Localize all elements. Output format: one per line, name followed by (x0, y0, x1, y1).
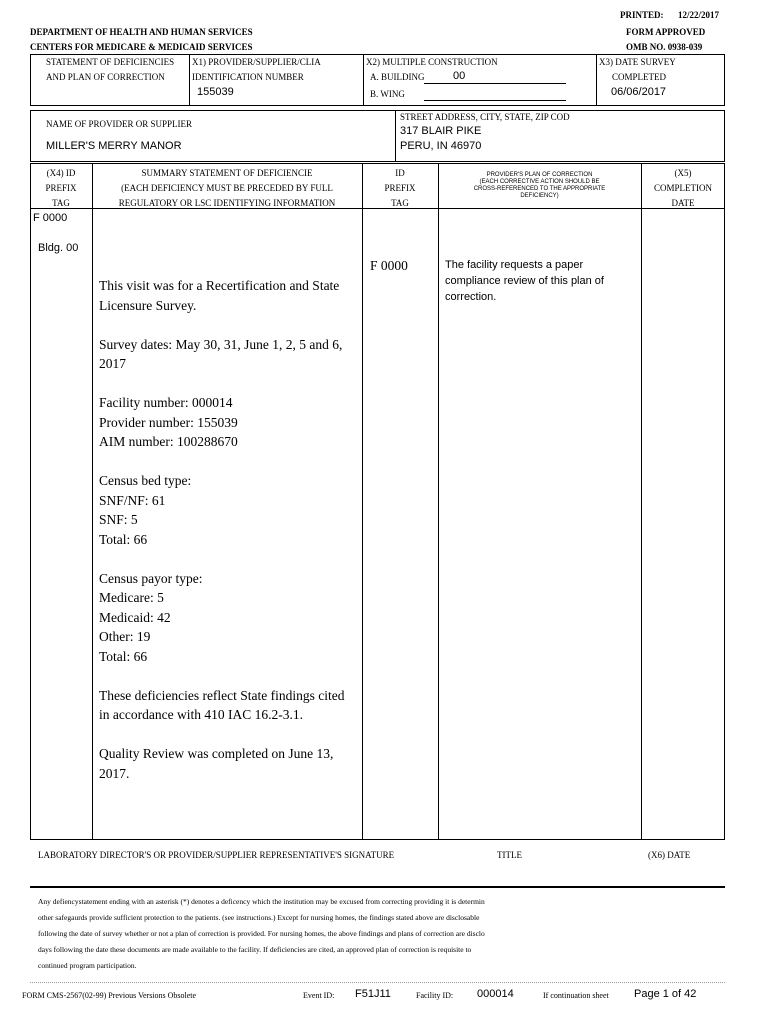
tag-left: F 0000 (33, 212, 68, 224)
facility-id-label: Facility ID: (416, 991, 454, 1000)
provider-name-value: MILLER'S MERRY MANOR (46, 140, 182, 152)
continuation-label: If continuation sheet (543, 991, 609, 1000)
summary-header: SUMMARY STATEMENT OF DEFICIENCIE (EACH DEFICIENCY MUST BE PRECEDED BY FULL REGULATORY OR LSC IDENTIFYING INFORMATION (118, 168, 336, 208)
disclaimer: Any defiencystatement ending with an asterisk (*) denotes a deficency which the institution may be excused from correcting providing it is determin other safegaurds provide sufficient protection to the patients. (see instructions.) Except for nursing homes, the findings stated above are disclosable following the date of survey whether or not a plan of correction is provided. For nursing homes, the above findings and plans of correction are disclo days following the date these documents are made available to the facility. If deficiencies are cited, an approved plan of correction is requisite to continued program participation. (38, 897, 485, 970)
printed-label: PRINTED: (620, 10, 664, 20)
x5-header: (X5) COMPLETION DATE (654, 168, 712, 208)
building-label: A. BUILDING (370, 72, 425, 82)
page-number: Page 1 of 42 (634, 988, 697, 1000)
paragraph-bed-type: Census bed type: SNF/NF: 61 SNF: 5 Total: 66 (99, 473, 192, 547)
provider-id-value: 155039 (197, 86, 234, 98)
address-label: STREET ADDRESS, CITY, STATE, ZIP COD (400, 112, 570, 122)
title-label: TITLE (497, 850, 522, 860)
provider-box (30, 110, 725, 162)
paragraph-survey-type: This visit was for a Recertification and State Licensure Survey. (99, 278, 340, 313)
paragraph-survey-dates: Survey dates: May 30, 31, June 1, 2, 5 and 6, 2017 (99, 336, 343, 371)
x1-label-2: IDENTIFICATION NUMBER (192, 72, 304, 82)
id-prefix-header: ID PREFIX TAG (384, 168, 416, 208)
paragraph-facility-ids: Facility number: 000014 Provider number: 155039 AIM number: 100288670 (99, 395, 238, 449)
summary-content (99, 276, 349, 783)
x3-label-2: COMPLETED (612, 72, 666, 82)
dept-title: DEPARTMENT OF HEALTH AND HUMAN SERVICES (30, 27, 253, 37)
x6-date-label: (X6) DATE (648, 850, 691, 860)
x1-label-1: X1) PROVIDER/SUPPLIER/CLIA (192, 57, 321, 67)
building-tag: Bldg. 00 (38, 242, 79, 254)
form-number: FORM CMS-2567(02-99) Previous Versions Obsolete (22, 991, 197, 1000)
facility-id-value: 000014 (477, 988, 514, 1000)
wing-label: B. WING (370, 89, 405, 99)
provider-name-label: NAME OF PROVIDER OR SUPPLIER (46, 119, 193, 129)
cms-title: CENTERS FOR MEDICARE & MEDICAID SERVICES (30, 42, 253, 52)
statement-label-1: STATEMENT OF DEFICIENCIES (46, 57, 175, 67)
plan-of-correction-text: The facility requests a paper compliance review of this plan of correction. (445, 259, 604, 303)
printed-date: 12/22/2017 (678, 10, 720, 20)
survey-date-value: 06/06/2017 (611, 86, 667, 98)
event-id-label: Event ID: (303, 991, 335, 1000)
address-line-1: 317 BLAIR PIKE (400, 125, 482, 137)
x3-label-1: X3) DATE SURVEY (599, 57, 676, 67)
x4-header: (X4) ID PREFIX TAG (45, 168, 77, 208)
address-line-2: PERU, IN 46970 (400, 140, 482, 152)
event-id-value: F51J11 (355, 988, 391, 1000)
paragraph-quality-review: Quality Review was completed on June 13, 2017. (99, 746, 334, 781)
paragraph-payor-type: Census payor type: Medicare: 5 Medicaid: 42 Other: 19 Total: 66 (99, 570, 203, 664)
statement-label-2: AND PLAN OF CORRECTION (46, 72, 165, 82)
omb-number: OMB NO. 0938-039 (626, 42, 703, 52)
signature-label: LABORATORY DIRECTOR'S OR PROVIDER/SUPPLIER REPRESENTATIVE'S SIGNATURE (38, 850, 395, 860)
tag-right: F 0000 (370, 258, 408, 273)
paragraph-state-findings: These deficiencies reflect State findings cited in accordance with 410 IAC 16.2-3.1. (99, 687, 345, 722)
x2-label: X2) MULTIPLE CONSTRUCTION (366, 57, 498, 67)
form-approved: FORM APPROVED (626, 27, 706, 37)
building-value: 00 (453, 70, 466, 82)
plan-header: PROVIDER'S PLAN OF CORRECTION (EACH CORRECTIVE ACTION SHOULD BE CROSS-REFERENCED TO THE APPROPRIATE DEFICIENCY) (473, 172, 606, 199)
